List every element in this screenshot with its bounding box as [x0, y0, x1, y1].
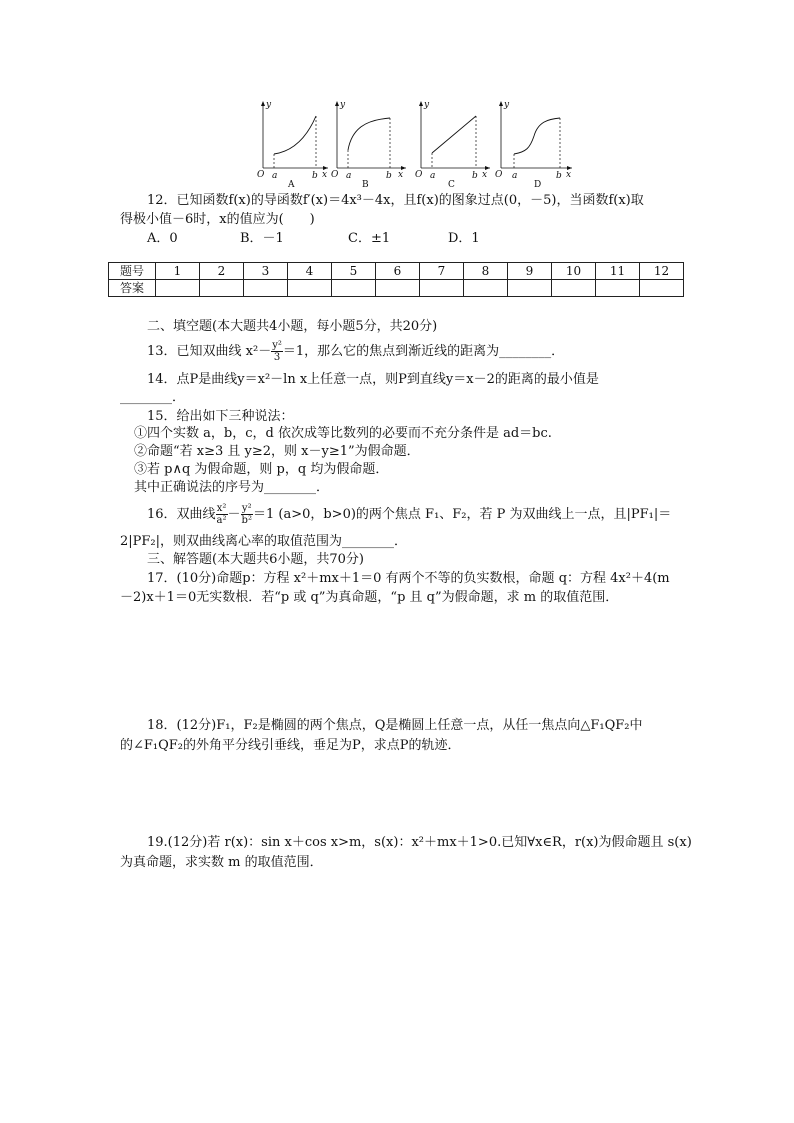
q13-fraction — [271, 340, 283, 363]
question-number-cell: 3 — [244, 263, 288, 280]
graph-b-b-label: b — [386, 171, 392, 181]
q15-line1: 15．给出如下三种说法： — [147, 409, 294, 424]
graph-a-y-label: y — [266, 100, 272, 110]
question-number-cell: 1 — [156, 263, 200, 280]
q17-line2: －2)x＋1＝0无实数根．若“p 或 q”为真命题，“p 且 q”为假命题，求 m 的取值范围． — [120, 590, 619, 605]
q18-line1: 18．(12分)F₁，F₂是椭圆的两个焦点，Q是椭圆上任意一点，从任一焦点向△F₁QF₂中 — [147, 718, 643, 733]
answer-table — [108, 262, 684, 297]
graph-d-a-label: a — [512, 171, 518, 181]
graph-c-caption: C — [448, 180, 455, 190]
answer-row-label: 答案 — [109, 280, 156, 297]
q16-frac1-num: x² — [216, 503, 227, 514]
section-3-title: 三、解答题(本大题共6小题，共70分) — [147, 552, 364, 567]
graph-c-x-label: x — [482, 170, 488, 180]
graph-d-y-label: y — [504, 100, 510, 110]
graph-c-origin-label: O — [415, 170, 423, 180]
graph-d-figure — [494, 98, 576, 188]
q19-line2: 为真命题，求实数 m 的取值范围． — [120, 855, 323, 870]
question-number-cell: 8 — [464, 263, 508, 280]
answer-cell[interactable] — [464, 280, 508, 297]
q13 — [147, 340, 564, 363]
q16-fraction-1 — [216, 503, 228, 526]
graph-b-caption: B — [362, 180, 369, 190]
q12-option-c[interactable]: C．±1 — [348, 231, 391, 246]
q13-frac-den: 3 — [273, 352, 281, 363]
q12-line2: 得极小值－6时，x的值应为( ) — [120, 212, 315, 227]
graph-c-a-label: a — [430, 171, 436, 181]
q15-line5: 其中正确说法的序号为________． — [134, 480, 330, 495]
graph-d-x-label: x — [566, 170, 572, 180]
q12-option-d[interactable]: D．1 — [448, 231, 480, 246]
answer-cell[interactable] — [420, 280, 464, 297]
answer-table-answer-row — [109, 280, 684, 297]
graph-c-y-label: y — [424, 100, 430, 110]
answer-cell[interactable] — [596, 280, 640, 297]
q12-line1: 12．已知函数f(x)的导函数f′(x)＝4x³－4x，且f(x)的图象过点(0，－5)，当函数f(x)取 — [147, 193, 644, 208]
answer-cell[interactable] — [288, 280, 332, 297]
number-row-label: 题号 — [109, 263, 156, 280]
graph-b-x-label: x — [398, 170, 404, 180]
q12-option-b[interactable]: B．－1 — [240, 231, 284, 246]
question-number-cell: 11 — [596, 263, 640, 280]
q16-frac2-den: b² — [241, 515, 252, 526]
graph-c — [414, 98, 494, 188]
graph-b-a-label: a — [346, 171, 352, 181]
question-number-cell: 7 — [420, 263, 464, 280]
q15-line3: ②命题“若 x≥3 且 y≥2，则 x－y≥1”为假命题． — [134, 444, 420, 459]
q16-fraction-2 — [241, 503, 253, 526]
question-number-cell: 9 — [508, 263, 552, 280]
q16-frac1-den: a² — [216, 515, 227, 526]
graph-a-origin-label: O — [257, 170, 265, 180]
graph-a-b-label: b — [312, 171, 318, 181]
answer-cell[interactable] — [244, 280, 288, 297]
answer-cell[interactable] — [508, 280, 552, 297]
question-number-cell: 10 — [552, 263, 596, 280]
question-number-cell: 4 — [288, 263, 332, 280]
q13-suffix: ＝1，那么它的焦点到渐近线的距离为________． — [282, 344, 565, 359]
question-number-cell: 6 — [376, 263, 420, 280]
q13-frac-num: y² — [272, 340, 282, 351]
answer-cell[interactable] — [332, 280, 376, 297]
graph-c-b-label: b — [472, 171, 478, 181]
answer-cell[interactable] — [200, 280, 244, 297]
graph-b-origin-label: O — [331, 170, 339, 180]
question-number-cell: 5 — [332, 263, 376, 280]
q15-line4: ③若 p∧q 为假命题，则 p，q 均为假命题． — [134, 462, 389, 477]
graph-a-figure — [256, 98, 330, 188]
graph-d-origin-label: O — [495, 170, 503, 180]
graph-d-b-label: b — [556, 171, 562, 181]
answer-table-number-row — [109, 263, 684, 280]
answer-cell[interactable] — [552, 280, 596, 297]
graph-d-caption: D — [534, 180, 542, 190]
graph-a-caption: A — [288, 180, 295, 190]
graph-a — [256, 98, 330, 188]
q14-line2: ________． — [120, 390, 186, 405]
q15-line2: ①四个实数 a，b，c，d 依次成等比数列的必要而不充分条件是 ad＝bc. — [134, 426, 552, 441]
graph-a-a-label: a — [272, 171, 278, 181]
section-2-title: 二、填空题(本大题共4小题，每小题5分，共20分) — [147, 319, 438, 334]
graph-d — [494, 98, 576, 188]
q16-prefix: 16．双曲线 — [147, 507, 216, 522]
graph-c-figure — [414, 98, 494, 188]
q16-frac2-num: y² — [241, 503, 252, 514]
graph-b-figure — [330, 98, 410, 188]
q16-suffix: ＝1 (a>0，b>0)的两个焦点 F₁、F₂，若 P 为双曲线上一点，且|PF₁|＝ — [252, 507, 672, 522]
question-number-cell: 12 — [640, 263, 684, 280]
q16-line2: 2|PF₂|，则双曲线离心率的取值范围为________． — [120, 534, 408, 549]
answer-cell[interactable] — [156, 280, 200, 297]
answer-cell[interactable] — [640, 280, 684, 297]
q12-option-a[interactable]: A．0 — [147, 231, 178, 246]
graph-b-y-label: y — [340, 100, 346, 110]
graph-b — [330, 98, 410, 188]
question-number-cell: 2 — [200, 263, 244, 280]
q16-minus: － — [227, 507, 241, 522]
graph-a-x-label: x — [322, 170, 328, 180]
answer-cell[interactable] — [376, 280, 420, 297]
q14-line1: 14．点P是曲线y＝x²－ln x上任意一点，则P到直线y＝x－2的距离的最小值是 — [147, 372, 599, 387]
q18-line2: 的∠F₁QF₂的外角平分线引垂线，垂足为P，求点P的轨迹． — [120, 738, 461, 753]
q13-prefix: 13．已知双曲线 x²－ — [147, 344, 272, 359]
q19-line1: 19.(12分)若 r(x)：sin x＋cos x>m，s(x)：x²＋mx＋1>0.已知∀x∈R，r(x)为假命题且 s(x) — [147, 835, 692, 850]
q16-line1 — [147, 503, 671, 526]
q17-line1: 17．(10分)命题p：方程 x²＋mx＋1＝0 有两个不等的负实数根，命题 q：方程 4x²＋4(m — [147, 571, 670, 586]
